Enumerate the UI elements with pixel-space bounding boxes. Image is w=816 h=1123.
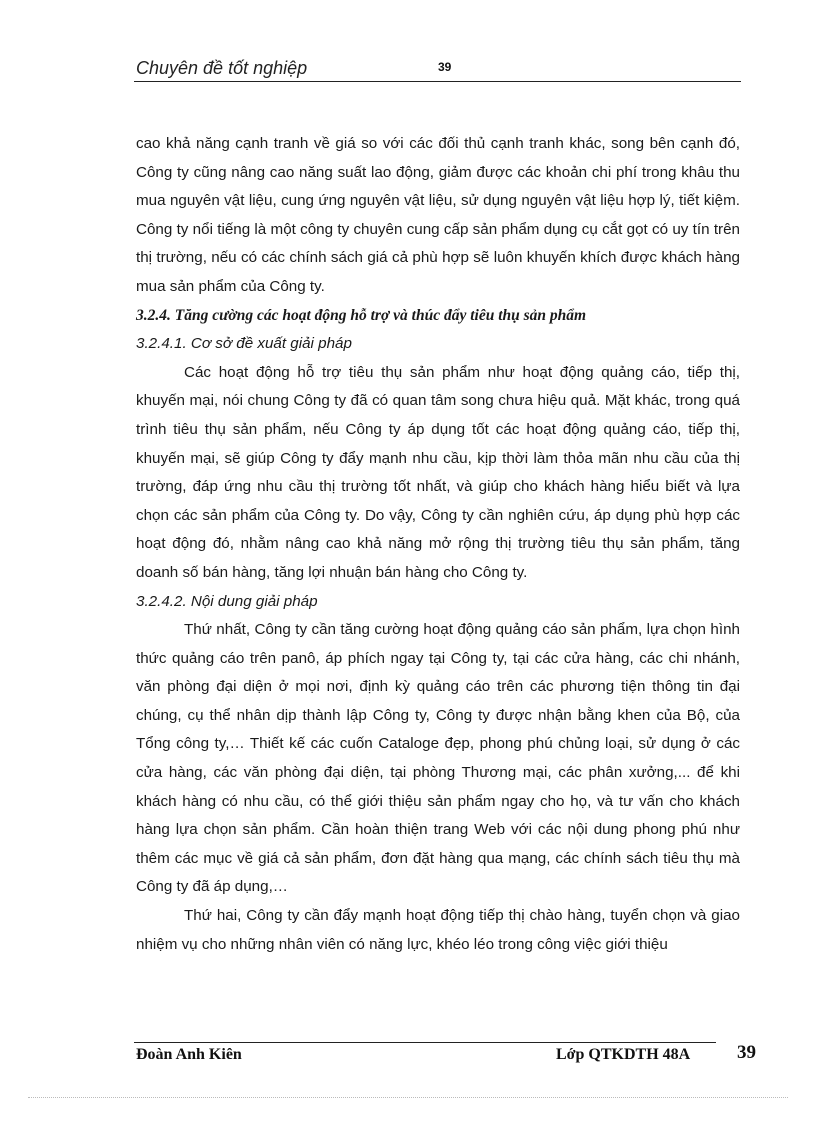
footer-class: Lớp QTKDTH 48A bbox=[556, 1046, 691, 1063]
footer-author: Đoàn Anh Kiên bbox=[136, 1046, 242, 1063]
footer-page-number: 39 bbox=[737, 1042, 756, 1063]
header-title: Chuyên đề tốt nghiệp bbox=[136, 58, 308, 78]
paragraph-continuation: cao khả năng cạnh tranh về giá so với các đối thủ cạnh tranh khác, song bên cạnh đó, Công ty cũng nâng cao năng suất lao động, giảm được các khoản chi phí trong khâu thu mua nguyên vật liệu, cung ứng nguyên vật liệu, sử dụng nguyên vật liệu hợp lý, tiết kiệm. Công ty nổi tiếng là một công ty chuyên cung cấp sản phẩm dụng cụ cắt gọt có uy tín trên thị trường, nếu có các chính sách giá cả phù hợp sẽ luôn khuyến khích được khách hàng mua sản phẩm của Công ty. bbox=[136, 135, 740, 295]
document-body bbox=[136, 130, 740, 959]
subsection-heading-basis: 3.2.4.1. Cơ sở đề xuất giải pháp bbox=[136, 335, 352, 353]
paragraph-first-measure: Thứ nhất, Công ty cần tăng cường hoạt động quảng cáo sản phẩm, lựa chọn hình thức quảng cáo trên panô, áp phích ngay tại Công ty, tại các cửa hàng, các chi nhánh, văn phòng đại diện ở mọi nơi, định kỳ quảng cáo trên các phương tiện thông tin đại chúng, cụ thể nhân dịp thành lập Công ty, Công ty được nhận bằng khen của Bộ, của Tổng công ty,… Thiết kế các cuốn Cataloge đẹp, phong phú chủng loại, sử dụng ở các cửa hàng, các văn phòng đại diện, tại phòng Thương mại, các phân xưởng,... để khi khách hàng có nhu cầu, có thể giới thiệu sản phẩm ngay cho họ, và tư vấn cho khách hàng lựa chọn sản phẩm. Cần hoàn thiện trang Web với các nội dung phong phú như thêm các mục về giá cả sản phẩm, đơn đặt hàng qua mạng, các chính sách tiêu thụ mà Công ty đã áp dụng,… bbox=[136, 621, 740, 896]
paragraph-second-measure: Thứ hai, Công ty cần đẩy mạnh hoạt động tiếp thị chào hàng, tuyển chọn và giao nhiệm vụ cho những nhân viên có năng lực, khéo léo trong công việc giới thiệu bbox=[136, 907, 740, 953]
footer-rule bbox=[134, 1042, 716, 1043]
subsection-heading-content: 3.2.4.2. Nội dung giải pháp bbox=[136, 592, 318, 610]
header-page-number: 39 bbox=[438, 60, 452, 74]
page-bottom-divider bbox=[28, 1097, 788, 1098]
header-rule bbox=[134, 81, 741, 82]
paragraph-basis: Các hoạt động hỗ trợ tiêu thụ sản phẩm như hoạt động quảng cáo, tiếp thị, khuyến mại, nói chung Công ty đã có quan tâm song chưa hiệu quả. Mặt khác, trong quá trình tiêu thụ sản phẩm, nếu Công ty áp dụng tốt các hoạt động quảng cáo, tiếp thị, khuyến mại, sẽ giúp Công ty đẩy mạnh nhu cầu, kịp thời làm thỏa mãn nhu cầu của thị trường, đáp ứng nhu cầu thị trường tốt nhất, và giúp cho khách hàng hiểu biết và lựa chọn các sản phẩm của Công ty. Do vậy, Công ty cần nghiên cứu, áp dụng phù hợp các hoạt động đó, nhằm nâng cao khả năng mở rộng thị trường tiêu thụ sản phẩm, tăng doanh số bán hàng, tăng lợi nhuận bán hàng cho Công ty. bbox=[136, 363, 740, 581]
section-heading: 3.2.4. Tăng cường các hoạt động hỗ trợ và thúc đẩy tiêu thụ sản phẩm bbox=[136, 306, 587, 324]
